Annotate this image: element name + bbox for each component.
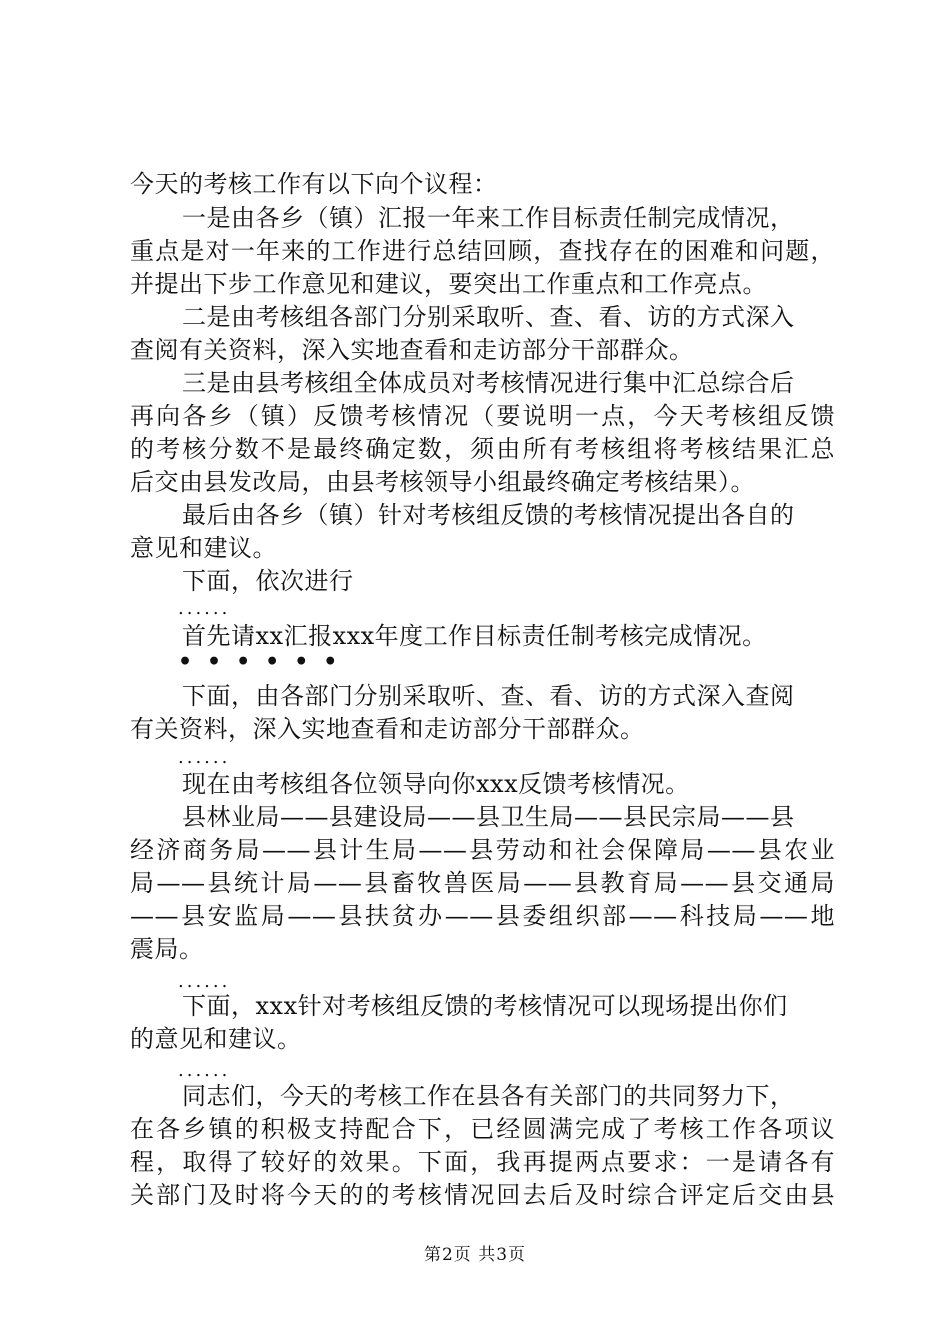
- paragraph-line: 一是由各乡（镇）汇报一年来工作目标责任制完成情况，: [182, 204, 795, 232]
- paragraph-line: 最后由各乡（镇）针对考核组反馈的考核情况提出各自的: [182, 501, 795, 529]
- ellipsis-marker: ......: [178, 971, 231, 992]
- paragraph-line: 三是由县考核组全体成员对考核情况进行集中汇总综合后: [182, 369, 795, 397]
- paragraph-line: 今天的考核工作有以下向个议程：: [130, 170, 498, 198]
- paragraph-line: 后交由县发改局，由县考核领导小组最终确定考核结果）。: [130, 468, 755, 496]
- paragraph-line: 的意见和建议。: [130, 1025, 302, 1053]
- paragraph-line: 并提出下步工作意见和建议，要突出工作重点和工作亮点。: [130, 270, 767, 298]
- paragraph-line: 县林业局——县建设局——县卫生局——县民宗局——县: [182, 803, 795, 831]
- paragraph-line: 在各乡镇的积极支持配合下，已经圆满完成了考核工作各项议: [130, 1115, 835, 1143]
- paragraph-line: 意见和建议。: [130, 534, 277, 562]
- paragraph-line: 下面，由各部门分别采取听、查、看、访的方式深入查阅: [182, 682, 795, 710]
- paragraph-line: 的考核分数不是最终确定数，须由所有考核组将考核结果汇总: [130, 435, 835, 463]
- paragraph-line: 局——县统计局——县畜牧兽医局——县教育局——县交通局: [130, 869, 835, 897]
- paragraph-line: 有关资料，深入实地查看和走访部分干部群众。: [130, 715, 645, 743]
- paragraph-line: 再向各乡（镇）反馈考核情况（要说明一点，今天考核组反馈: [130, 402, 835, 430]
- paragraph-line: 同志们，今天的考核工作在县各有关部门的共同努力下，: [182, 1082, 795, 1110]
- page-number-footer: 第2页 共3页: [423, 1245, 527, 1265]
- ellipsis-marker: ......: [178, 747, 231, 768]
- ellipsis-marker: ••••••: [178, 649, 353, 675]
- paragraph-line: 二是由考核组各部门分别采取听、查、看、访的方式深入: [182, 303, 795, 331]
- paragraph-line: 关部门及时将今天的的考核情况回去后及时综合评定后交由县: [130, 1181, 835, 1209]
- paragraph-line: 经济商务局——县计生局——县劳动和社会保障局——县农业: [130, 836, 835, 864]
- paragraph-line: 现在由考核组各位领导向你xxx反馈考核情况。: [182, 770, 690, 798]
- paragraph-line: 程，取得了较好的效果。下面，我再提两点要求：一是请各有: [130, 1148, 835, 1176]
- paragraph-line: ——县安监局——县扶贫办——县委组织部——科技局——地: [130, 902, 835, 930]
- paragraph-line: 下面，xxx针对考核组反馈的考核情况可以现场提出你们: [182, 992, 788, 1020]
- paragraph-line: 首先请xx汇报xxx年度工作目标责任制考核完成情况。: [182, 622, 767, 650]
- ellipsis-marker: ......: [178, 598, 231, 619]
- paragraph-line: 震局。: [130, 935, 204, 963]
- paragraph-line: 查阅有关资料，深入实地查看和走访部分干部群众。: [130, 336, 694, 364]
- paragraph-line: 下面，依次进行: [182, 567, 354, 595]
- ellipsis-marker: ......: [178, 1060, 231, 1081]
- paragraph-line: 重点是对一年来的工作进行总结回顾，查找存在的困难和问题，: [130, 237, 835, 265]
